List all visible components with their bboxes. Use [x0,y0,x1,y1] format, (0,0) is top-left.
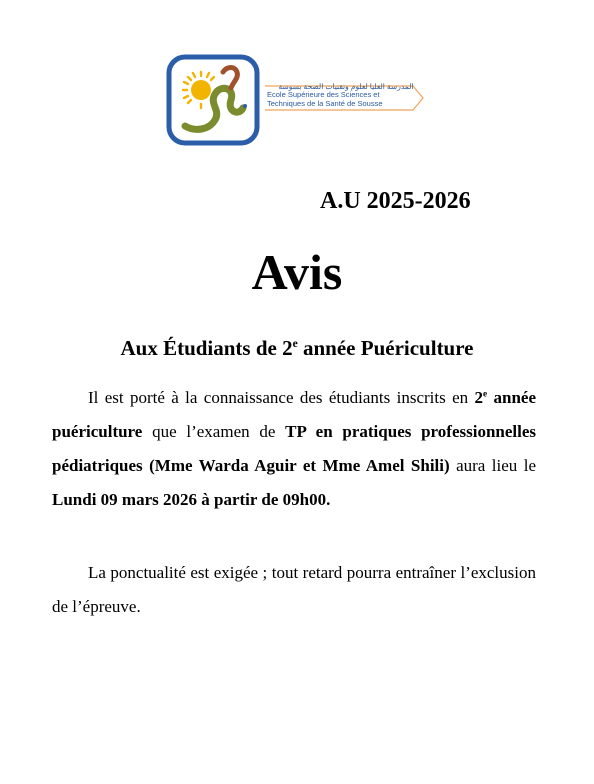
subtitle-suffix: année Puériculture [297,336,474,360]
notice-subtitle [0,336,594,361]
p1-bold-sup: e [482,389,488,400]
notice-paragraph-1 [52,381,536,517]
p1-text-1: Il est porté à la connaissance des étudiants inscrits en [88,388,475,407]
subtitle-prefix: Aux Étudiants de 2 [120,336,293,360]
p1-bold-4: Lundi 09 mars 2026 à partir de 09h00. [52,490,331,509]
notice-paragraph-2: La ponctualité est exigée ; tout retard pourra entraîner l’exclusion de l’épreuve. [52,563,536,616]
p1-bold-3: TP en pratiques professionnelles pédiatriques (Mme Warda Aguir et Mme Amel Shili) [52,422,536,475]
school-name-french-line1: Ecole Supérieure des Sciences et [267,90,380,99]
school-emblem-icon [165,54,261,146]
p1-bold-2: année puériculture [52,388,536,441]
p1-text-2: que l’examen de [142,422,286,441]
p1-text-3: aura lieu le [449,456,536,475]
page-title: Avis [251,244,343,300]
school-name-french-line2: Techniques de la Santé de Sousse [267,98,383,108]
school-name [267,82,425,108]
school-logo [165,54,427,148]
p1-bold-1: 2 [474,388,483,407]
subtitle-sup: e [292,338,298,350]
academic-year: A.U 2025-2026 [320,188,471,214]
school-name-arabic: المدرسة العليا لعلوم وتقنيات الصحة بسوسة [278,82,414,91]
